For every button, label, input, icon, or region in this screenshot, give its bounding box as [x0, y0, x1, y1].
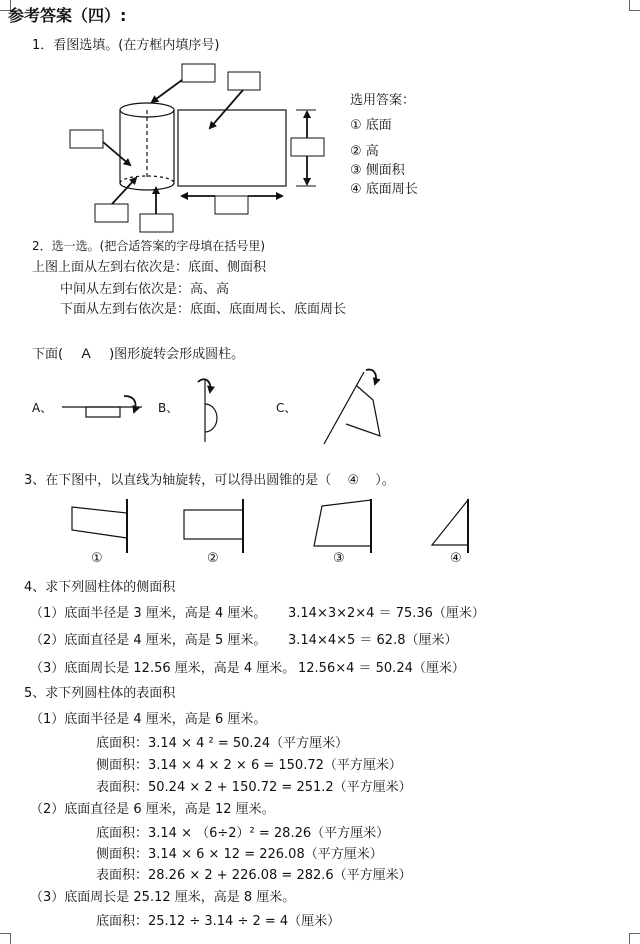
q5-item-3-question: （3）底面周长是 25.12 厘米，高是 8 厘米。 — [30, 890, 296, 905]
cylinder-figure — [120, 103, 174, 190]
answer-box-cylinder-height — [70, 130, 103, 148]
q5-item-1-lateral-area: 侧面积：3.14 × 4 × 2 × 6 = 150.72（平方厘米） — [96, 758, 402, 773]
options-title: 选用答案： — [350, 93, 416, 108]
q5-item-2-lateral-area: 侧面积：3.14 × 6 × 12 = 226.08（平方厘米） — [96, 847, 383, 862]
q4-item-2-question: （2）底面直径是 4 厘米，高是 5 厘米。 — [30, 633, 267, 648]
rotate-question — [32, 345, 244, 363]
q4-item-1-answer: 3.14×3×2×4 ＝ 75.36（厘米） — [288, 606, 485, 621]
rotate-question-suffix: )图形旋转会形成圆柱。 — [109, 347, 245, 362]
unfolded-rectangle — [178, 110, 286, 186]
rotation-figure-c — [324, 370, 380, 444]
q4-item-1-question: （1）底面半径是 3 厘米，高是 4 厘米。 — [30, 606, 267, 621]
q3-question-suffix: ）。 — [375, 473, 395, 488]
axis-figure-4 — [432, 499, 468, 553]
option-lateral-area: ③ 侧面积 — [350, 163, 405, 178]
q5-heading: 5、求下列圆柱体的表面积 — [24, 686, 176, 701]
q4-item-3-question: （3）底面周长是 12.56 厘米，高是 4 厘米。 — [30, 661, 296, 676]
q2-line-1: 上图上面从左到右依次是：底面、侧面积 — [32, 260, 267, 275]
q5-item-2-base-area: 底面积：3.14 × （6÷2）² = 28.26（平方厘米） — [96, 826, 390, 841]
q5-item-3-base-area: 底面积：25.12 ÷ 3.14 ÷ 2 = 4（厘米） — [96, 914, 341, 929]
q5-item-1-question: （1）底面半径是 4 厘米，高是 6 厘米。 — [30, 712, 267, 727]
page-title: 参考答案（四）: — [8, 6, 127, 25]
option-height: ② 高 — [350, 144, 379, 159]
option-base: ① 底面 — [350, 118, 392, 133]
q3-question — [24, 473, 395, 489]
q5-item-2-surface-area: 表面积：28.26 × 2 + 226.08 = 282.6（平方厘米） — [96, 868, 412, 883]
q1-heading: 1．看图选填。(在方框内填序号) — [32, 38, 220, 53]
q5-item-1-base-area: 底面积：3.14 × 4 ² = 50.24（平方厘米） — [96, 736, 349, 751]
figure-number-3: ③ — [333, 551, 345, 566]
figure-number-4: ④ — [450, 551, 462, 566]
q3-answer: ④ — [347, 473, 360, 488]
axis-figure-1 — [72, 499, 127, 553]
answer-box-bottom-base — [95, 204, 128, 222]
pointer-arrows — [103, 80, 307, 214]
q5-item-2-question: （2）底面直径是 6 厘米，高是 12 厘米。 — [30, 802, 275, 817]
axis-figure-3 — [314, 499, 371, 553]
axis-figure-2 — [184, 499, 243, 553]
rotation-figure-b — [198, 379, 217, 442]
answer-box-lateral-area — [228, 72, 260, 90]
q2-line-3: 下面从左到右依次是：底面、底面周长、底面周长 — [60, 302, 347, 317]
rotate-question-answer: A — [81, 345, 91, 361]
option-base-perimeter: ④ 底面周长 — [350, 182, 418, 197]
rotation-figure-a — [62, 396, 142, 417]
figure-label-c: C、 — [276, 401, 297, 415]
figure-label-b: B、 — [158, 401, 179, 415]
figure-label-a: A、 — [32, 401, 53, 415]
rotate-question-prefix: 下面( — [32, 347, 64, 362]
answer-box-rect-perimeter — [215, 196, 248, 214]
q4-item-2-answer: 3.14×4×5 ＝ 62.8（厘米） — [288, 633, 458, 648]
q4-item-3-answer: 12.56×4 ＝ 50.24（厘米） — [298, 661, 465, 676]
q5-item-1-surface-area: 表面积：50.24 × 2 + 150.72 = 251.2（平方厘米） — [96, 780, 412, 795]
answer-box-top-base — [182, 64, 215, 82]
q4-heading: 4、求下列圆柱体的侧面积 — [24, 580, 176, 595]
figure-number-2: ② — [207, 551, 219, 566]
q2-heading: 2．选一选。(把合适答案的字母填在括号里) — [32, 239, 265, 253]
figure-number-1: ① — [91, 551, 103, 566]
answer-box-rect-height — [291, 138, 324, 156]
answer-box-bottom-perimeter — [140, 214, 173, 232]
q2-line-2: 中间从左到右依次是：高、高 — [60, 282, 230, 297]
q3-question-prefix: 3、在下图中，以直线为轴旋转，可以得出圆锥的是（ — [24, 473, 332, 488]
